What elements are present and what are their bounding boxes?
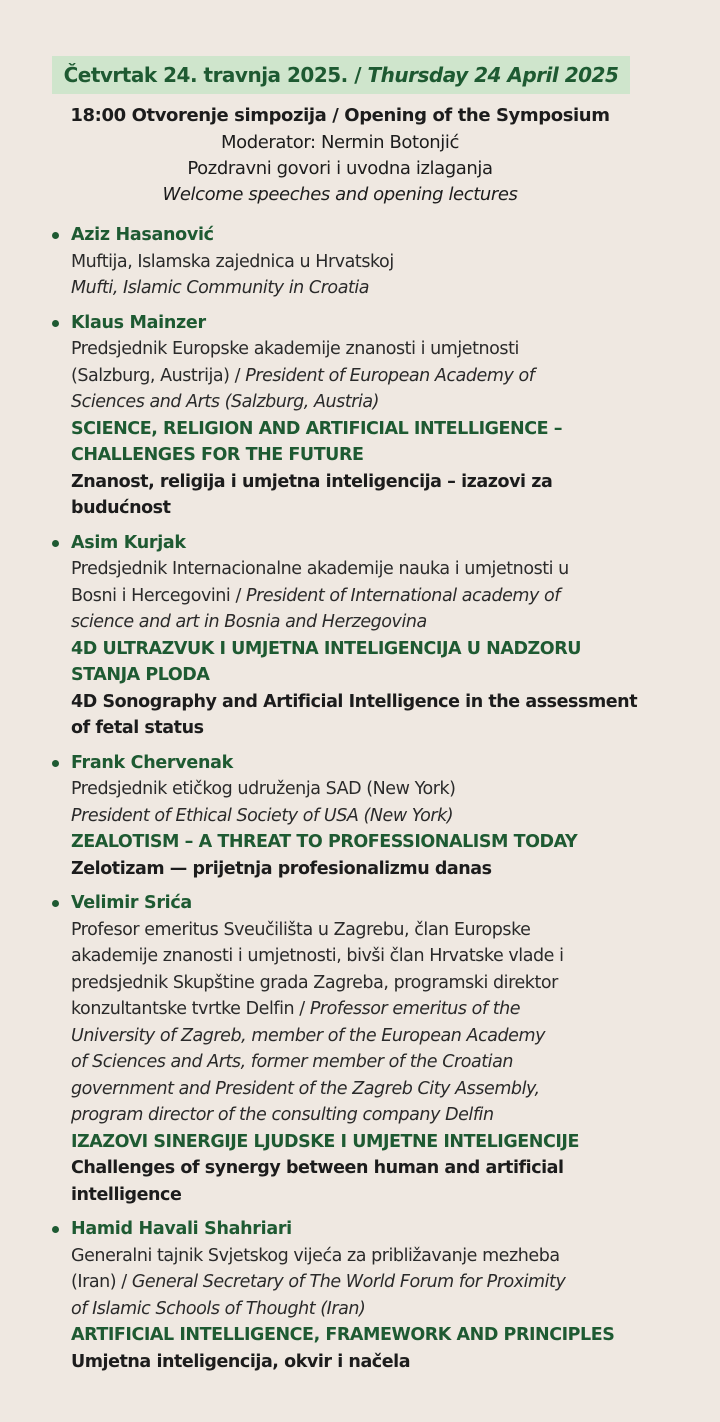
lecture-title-line: 4D ULTRAZVUK I UMJETNA INTELIGENCIJA U NADZORU	[71, 638, 581, 659]
speaker-item	[52, 222, 672, 302]
affiliation-croatian: Muftija, Islamska zajednica u Hrvatskoj	[71, 251, 394, 272]
affiliation-croatian: (Iran) /	[71, 1272, 132, 1292]
speaker-affiliation-line	[71, 1049, 672, 1076]
affiliation-english: Sciences and Arts (Salzburg, Austria)	[71, 392, 380, 412]
affiliation-english: program director of the consulting company Delfin	[71, 1105, 494, 1125]
speeches-english: Welcome speeches and opening lectures	[162, 184, 518, 205]
speaker-affiliation-line	[71, 917, 672, 944]
speaker-affiliation-line	[71, 1296, 672, 1323]
affiliation-english: University of Zagreb, member of the European Academy	[71, 1025, 545, 1046]
speaker-affiliation-line	[71, 1243, 672, 1270]
speaker-item	[52, 310, 672, 522]
speaker-list	[52, 222, 672, 1383]
affiliation-croatian: Predsjednik Europske akademije znanosti i umjetnosti	[71, 339, 519, 359]
lecture-subtitle-line: Znanost, religija i umjetna inteligencija – izazovi za	[71, 471, 553, 492]
affiliation-english: President of Ethical Society of USA (New York)	[71, 805, 454, 826]
lecture-subtitle-line: Umjetna inteligencija, okvir i načela	[71, 1351, 411, 1372]
bullet-icon	[52, 760, 59, 767]
affiliation-croatian: (Salzburg, Austrija) /	[71, 365, 246, 386]
bullet-icon	[52, 540, 59, 547]
speaker-name: Aziz Hasanović	[71, 225, 214, 245]
lecture-subtitle-line: intelligence	[71, 1184, 182, 1205]
affiliation-croatian: Bosni i Hercegovini /	[71, 585, 247, 606]
lecture-title-line: IZAZOVI SINERGIJE LJUDSKE I UMJETNE INTELIGENCIJE	[71, 1131, 579, 1152]
speaker-affiliation-line	[71, 336, 672, 363]
bullet-icon	[52, 320, 59, 327]
speaker-affiliation-line	[71, 583, 672, 610]
speaker-affiliation-line	[71, 1102, 672, 1129]
affiliation-english: government and President of the Zagreb City Assembly,	[71, 1078, 540, 1099]
affiliation-english: of Islamic Schools of Thought (Iran)	[71, 1298, 366, 1319]
speaker-affiliation-line	[71, 803, 672, 830]
affiliation-english: President of European Academy of	[245, 365, 535, 386]
affiliation-croatian: Profesor emeritus Sveučilišta u Zagrebu, član Europske	[71, 919, 531, 940]
date-croatian: Četvrtak 24. travnja 2025.	[63, 63, 348, 87]
opening-section	[0, 102, 680, 208]
affiliation-croatian: Predsjednik etičkog udruženja SAD (New York)	[71, 779, 456, 799]
speaker-affiliation-line	[71, 249, 672, 276]
speaker-item	[52, 1216, 672, 1375]
lecture-title-line: SCIENCE, RELIGION AND ARTIFICIAL INTELLIGENCE –	[71, 418, 563, 439]
affiliation-croatian: Generalni tajnik Svjetskog vijeća za približavanje mezheba	[71, 1245, 560, 1266]
speaker-affiliation-line	[71, 1076, 672, 1103]
speaker-affiliation-line	[71, 389, 672, 416]
bullet-icon	[52, 1226, 59, 1233]
speaker-affiliation-line	[71, 363, 672, 390]
affiliation-croatian: konzultantske tvrtke Delfin /	[71, 999, 310, 1019]
speaker-name: Klaus Mainzer	[71, 312, 206, 333]
bullet-icon	[52, 900, 59, 907]
bullet-icon	[52, 232, 59, 239]
speaker-name: Asim Kurjak	[71, 532, 186, 553]
speaker-item	[52, 890, 672, 1208]
opening-title: 18:00 Otvorenje simpozija / Opening of the Symposium	[70, 105, 610, 126]
speaker-name: Velimir Srića	[71, 893, 192, 913]
speaker-affiliation-line	[71, 556, 672, 583]
speaker-affiliation-line	[71, 1023, 672, 1050]
lecture-subtitle-line: Zelotizam — prijetnja profesionalizmu danas	[71, 858, 492, 879]
date-separator: /	[347, 63, 368, 87]
affiliation-english: of Sciences and Arts, former member of the Croatian	[71, 1052, 513, 1072]
date-banner	[52, 56, 630, 94]
affiliation-croatian: predsjednik Skupštine grada Zagreba, programski direktor	[71, 972, 558, 993]
speaker-name: Frank Chervenak	[71, 752, 233, 773]
affiliation-english: General Secretary of The World Forum for Proximity	[131, 1272, 566, 1292]
speaker-name: Hamid Havali Shahriari	[71, 1219, 292, 1239]
speaker-item	[52, 750, 672, 883]
speaker-affiliation-line	[71, 609, 672, 636]
speaker-affiliation-line	[71, 1269, 672, 1296]
moderator-line: Moderator: Nermin Botonjić	[220, 132, 460, 153]
affiliation-croatian: Predsjednik Internacionalne akademije nauka i umjetnosti u	[71, 559, 569, 579]
lecture-subtitle-line: 4D Sonography and Artificial Intelligence in the assessment	[71, 691, 638, 712]
affiliation-english: science and art in Bosnia and Herzegovina	[71, 612, 427, 632]
lecture-title-line: CHALLENGES FOR THE FUTURE	[71, 445, 364, 465]
speaker-item	[52, 530, 672, 742]
date-english: Thursday 24 April 2025	[367, 63, 619, 87]
affiliation-english: President of International academy of	[246, 585, 561, 606]
lecture-subtitle-line: Challenges of synergy between human and artificial	[71, 1158, 564, 1178]
lecture-subtitle-line: of fetal status	[71, 718, 204, 738]
speaker-affiliation-line	[71, 996, 672, 1023]
speaker-affiliation-line	[71, 943, 672, 970]
speaker-affiliation-line	[71, 275, 672, 302]
speeches-croatian: Pozdravni govori i uvodna izlaganja	[187, 158, 493, 179]
affiliation-english: Professor emeritus of the	[309, 999, 521, 1019]
speaker-affiliation-line	[71, 970, 672, 997]
lecture-subtitle-line: budućnost	[71, 498, 171, 518]
lecture-title-line: STANJA PLODA	[71, 665, 210, 685]
lecture-title-line: ARTIFICIAL INTELLIGENCE, FRAMEWORK AND PRINCIPLES	[71, 1325, 615, 1345]
speaker-affiliation-line	[71, 776, 672, 803]
lecture-title-line: ZEALOTISM – A THREAT TO PROFESSIONALISM TODAY	[71, 832, 578, 852]
affiliation-english: Mufti, Islamic Community in Croatia	[71, 278, 370, 298]
affiliation-croatian: akademije znanosti i umjetnosti, bivši član Hrvatske vlade i	[71, 946, 564, 966]
